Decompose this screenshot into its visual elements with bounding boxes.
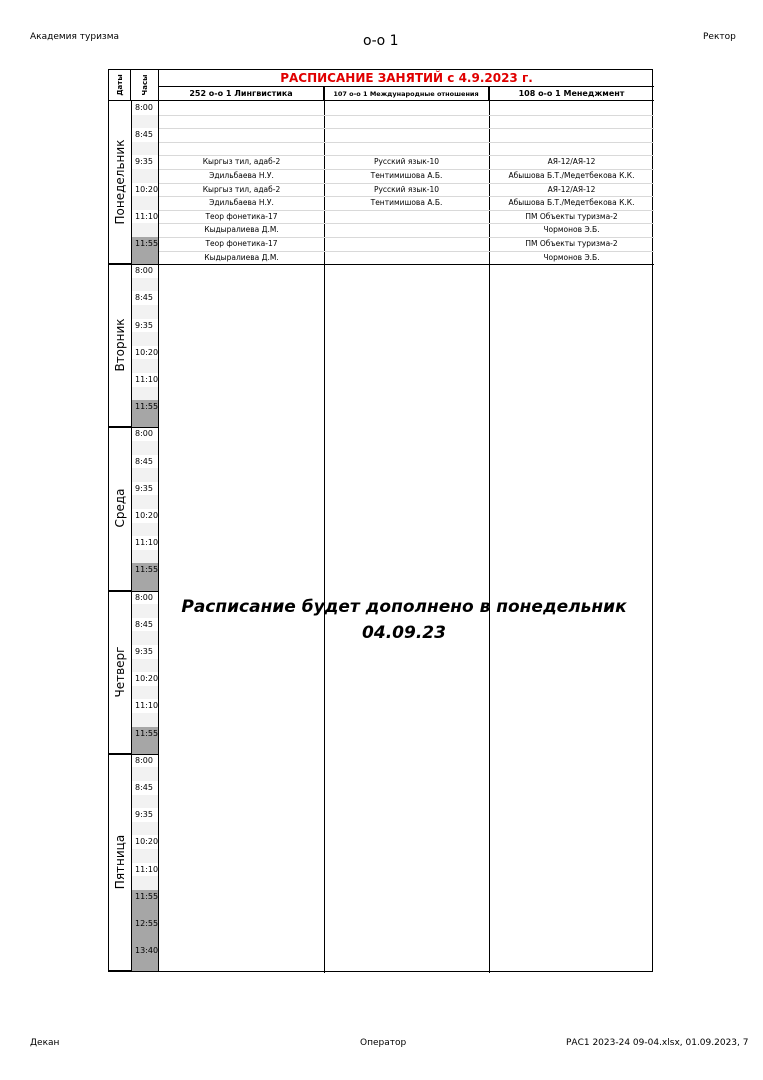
time-cell: 11:10: [131, 373, 159, 387]
day-name: Понедельник: [113, 139, 127, 225]
time-cell: 9:35: [131, 482, 159, 496]
lesson-cell: [324, 237, 489, 251]
header-right: Ректор: [703, 32, 736, 42]
time-cell-blank: [131, 223, 159, 237]
time-cell-blank: [131, 577, 159, 591]
lesson-cell: [324, 128, 489, 142]
time-cell: 11:55: [131, 400, 159, 414]
time-cell-blank: [131, 686, 159, 700]
time-cell-blank: [131, 251, 159, 265]
time-cell-blank: [131, 659, 159, 673]
lesson-cell: Эдильбаева Н.У.: [209, 198, 274, 208]
day-label-cell: [109, 264, 131, 427]
schedule-note: [169, 594, 639, 646]
time-cell: 8:45: [131, 455, 159, 469]
note-line-1: Расписание будет дополнено в понедельник: [181, 597, 627, 617]
lesson-cell: Тентимишова А.Б.: [370, 198, 443, 208]
lesson-cell: Теор фонетика-17: [205, 211, 278, 221]
day-divider: [109, 264, 654, 265]
time-cell-blank: [131, 849, 159, 863]
lesson-cell: [159, 115, 324, 129]
time-cell: 13:40: [131, 944, 159, 958]
time-cell-blank: [131, 441, 159, 455]
time-cell-blank: [131, 142, 159, 156]
day-label-cell: [109, 427, 131, 590]
time-cell: 8:45: [131, 618, 159, 632]
lesson-cell: Тентимишова А.Б.: [370, 171, 443, 180]
lesson-cell: Кыргыз тил, адаб-2: [202, 157, 281, 167]
time-cell-blank: [131, 196, 159, 210]
time-cell-blank: [131, 387, 159, 401]
schedule-title: РАСПИСАНИЕ ЗАНЯТИЙ с 4.9.2023 г.: [159, 70, 654, 87]
time-cell-blank: [131, 523, 159, 537]
day-label-cell: [109, 591, 131, 754]
lesson-cell: Абышова Б.Т./Медетбекова К.К.: [508, 171, 635, 180]
lesson-cell: Чормонов Э.Б.: [543, 225, 600, 235]
time-cell-blank: [131, 414, 159, 428]
lesson-cell: [489, 128, 654, 142]
day-name: Вторник: [113, 318, 127, 372]
day-label-cell: [109, 754, 131, 972]
time-cell: 10:20: [131, 509, 159, 523]
time-cell: 11:55: [131, 727, 159, 741]
lesson-cell: Теор фонетика-17: [205, 239, 278, 248]
lesson-cell: Чормонов Э.Б.: [543, 252, 600, 262]
footer-left: Декан: [30, 1038, 60, 1048]
lesson-cell: АЯ-12/АЯ-12: [547, 184, 596, 194]
day-name: Среда: [113, 488, 127, 528]
footer-right: РАС1 2023-24 09-04.xlsx, 01.09.2023, 7: [566, 1038, 749, 1048]
lesson-cell: Эдильбаева Н.У.: [209, 171, 274, 180]
day-divider: [109, 971, 159, 972]
time-cell-blank: [131, 903, 159, 917]
time-cell-blank: [131, 931, 159, 945]
time-cell-blank: [131, 767, 159, 781]
note-line-2: 04.09.23: [362, 623, 446, 643]
time-cell-blank: [131, 468, 159, 482]
time-cell: 10:20: [131, 835, 159, 849]
time-cell-blank: [131, 332, 159, 346]
time-cell-blank: [131, 958, 159, 972]
footer-center: Оператор: [360, 1038, 407, 1048]
hours-header: [131, 70, 159, 101]
time-cell: 11:10: [131, 210, 159, 224]
dates-header: [109, 70, 131, 101]
day-label-cell: [109, 101, 131, 264]
lesson-cell: ПМ Объекты туризма-2: [525, 239, 618, 248]
time-cell: 10:20: [131, 183, 159, 197]
time-cell: 9:35: [131, 319, 159, 333]
time-cell: 8:45: [131, 128, 159, 142]
lesson-cell: [324, 115, 489, 129]
time-cell: 11:55: [131, 237, 159, 251]
lesson-cell: Кыргыз тил, адаб-2: [202, 184, 281, 194]
time-cell: 11:10: [131, 536, 159, 550]
time-cell-blank: [131, 359, 159, 373]
time-cell: 9:35: [131, 808, 159, 822]
time-cell: 10:20: [131, 672, 159, 686]
time-cell: 9:35: [131, 645, 159, 659]
group-header: 107 о-о 1 Международные отношения: [324, 87, 489, 101]
schedule-grid: [109, 70, 652, 971]
lesson-cell: [324, 210, 489, 224]
dates-label: Даты: [115, 74, 124, 96]
header-center: о-о 1: [363, 33, 399, 49]
lesson-cell: Абышова Б.Т./Медетбекова К.К.: [508, 198, 635, 208]
time-cell: 8:45: [131, 291, 159, 305]
time-cell: 12:55: [131, 917, 159, 931]
lesson-cell: Кыдыралиева Д.М.: [204, 225, 279, 235]
lesson-cell: [324, 223, 489, 237]
time-cell-blank: [131, 740, 159, 754]
lesson-cell: [159, 101, 324, 115]
lesson-cell: [324, 101, 489, 115]
hours-label: Часы: [140, 74, 149, 96]
day-name: Пятница: [113, 834, 127, 890]
time-cell: 11:10: [131, 699, 159, 713]
time-cell: 8:00: [131, 264, 159, 278]
time-cell: 8:00: [131, 754, 159, 768]
time-cell-blank: [131, 876, 159, 890]
lesson-cell: Русский язык-10: [373, 184, 440, 194]
lesson-cell: [489, 115, 654, 129]
group-header: 108 о-о 1 Менеджмент: [489, 87, 654, 101]
lesson-cell: [159, 128, 324, 142]
time-cell-blank: [131, 115, 159, 129]
lesson-cell: ПМ Объекты туризма-2: [525, 211, 618, 221]
time-cell: 10:20: [131, 346, 159, 360]
time-cell-blank: [131, 278, 159, 292]
time-cell-blank: [131, 495, 159, 509]
time-cell-blank: [131, 631, 159, 645]
time-cell-blank: [131, 550, 159, 564]
time-cell: 11:55: [131, 890, 159, 904]
day-name: Четверг: [113, 646, 127, 698]
time-cell: 8:00: [131, 427, 159, 441]
header-left: Академия туризма: [30, 32, 120, 42]
lesson-cell: [159, 142, 324, 156]
time-cell-blank: [131, 795, 159, 809]
time-cell: 8:00: [131, 101, 159, 115]
time-cell: 9:35: [131, 155, 159, 169]
time-cell-blank: [131, 305, 159, 319]
time-cell-blank: [131, 604, 159, 618]
lesson-cell: [324, 251, 489, 265]
time-cell: 11:10: [131, 863, 159, 877]
time-cell: 8:45: [131, 781, 159, 795]
lesson-cell: Русский язык-10: [373, 157, 440, 167]
time-cell-blank: [131, 713, 159, 727]
lesson-cell: [489, 101, 654, 115]
lesson-cell: АЯ-12/АЯ-12: [547, 157, 596, 167]
time-cell: 8:00: [131, 591, 159, 605]
time-cell-blank: [131, 169, 159, 183]
schedule-table: [108, 69, 653, 972]
time-cell: 11:55: [131, 563, 159, 577]
time-cell-blank: [131, 822, 159, 836]
lesson-cell: Кыдыралиева Д.М.: [204, 252, 279, 262]
lesson-cell: [489, 142, 654, 156]
group-header: 252 о-о 1 Лингвистика: [159, 87, 324, 101]
lesson-cell: [324, 142, 489, 156]
